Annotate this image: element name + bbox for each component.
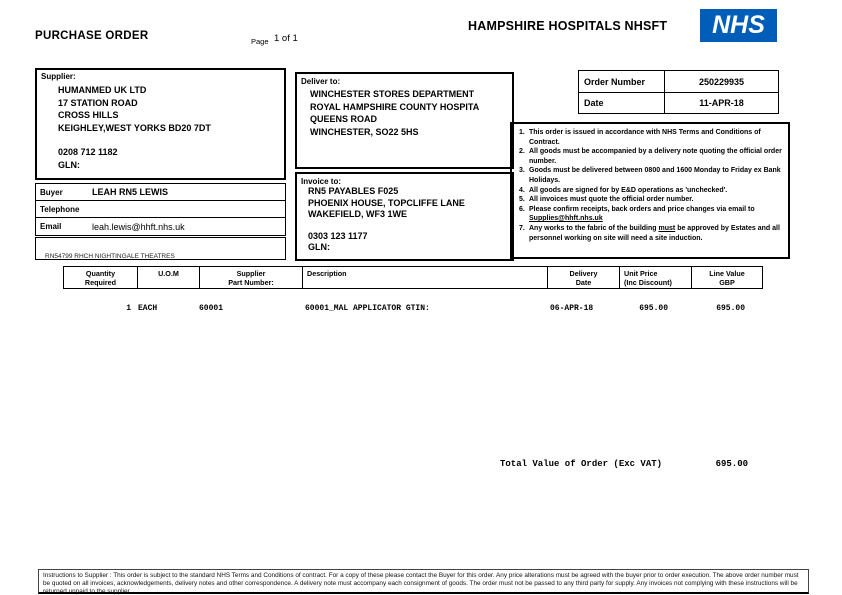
email-value: leah.lewis@hhft.nhs.uk: [92, 221, 185, 232]
row-delivery-date: 06-APR-18: [550, 304, 594, 313]
order-date-label: Date: [579, 93, 665, 113]
total-label: Total Value of Order (Exc VAT): [500, 459, 663, 469]
term-item: 1. This order is issued in accordance with NHS Terms and Conditions of Contract.: [519, 129, 761, 146]
email-row: [36, 218, 285, 235]
col-part-number: Supplier Part Number:: [200, 267, 303, 288]
supplier-phone: 0208 712 1182: [58, 147, 118, 157]
term-item: 5. All invoices must quote the official order number.: [519, 196, 694, 204]
deliver-address-line: WINCHESTER, SO22 5HS: [310, 126, 419, 137]
row-part-number: 60001: [199, 304, 224, 313]
deliver-address-line: WINCHESTER STORES DEPARTMENT: [310, 89, 475, 99]
supplier-address-line: 17 STATION ROAD: [58, 97, 138, 108]
supplies-email-link: Supplies@hhft.nhs.uk: [529, 215, 603, 223]
row-quantity: 1: [126, 304, 131, 313]
col-quantity: Quantity Required: [64, 267, 138, 288]
invoice-gln-label: GLN:: [308, 242, 330, 252]
invoice-to-box: [295, 172, 514, 261]
deliver-to-box: [295, 72, 514, 169]
buyer-table: [35, 183, 286, 236]
order-info-table: [578, 70, 779, 114]
col-delivery-date: Delivery Date: [548, 267, 620, 288]
row-uom: EACH: [138, 304, 158, 313]
supplier-address-line: KEIGHLEY,WEST YORKS BD20 7DT: [58, 122, 211, 133]
invoice-address-line: WAKEFIELD, WF3 1WE: [308, 209, 407, 219]
deliver-to-label: Deliver to:: [301, 77, 341, 86]
invoice-address-line: RN5 PAYABLES F025: [308, 186, 399, 196]
instructions-box: [38, 569, 809, 594]
nhs-logo: NHS: [700, 9, 777, 42]
col-line-value: Line Value GBP: [709, 269, 745, 287]
row-description: 60001_MAL APPLICATOR GTIN:: [305, 304, 430, 313]
col-unit-price: Unit Price (Inc Discount): [620, 267, 692, 288]
telephone-label: Telephone: [40, 204, 80, 214]
supplier-address-line: CROSS HILLS: [58, 110, 119, 120]
cost-centre-box: [35, 237, 286, 260]
order-number-value: 250229935: [698, 76, 745, 87]
page-count-label: Page: [251, 37, 269, 46]
term-item: 3. Goods must be delivered between 0800 and 1600 Monday to Friday ex Bank Holidays.: [519, 167, 781, 184]
total-value: 695.00: [715, 459, 748, 469]
term-item: 7. Any works to the fabric of the building must be approved by Estates and all personnel working on site will need a site induction.: [519, 224, 780, 242]
order-number-label: Order Number: [579, 71, 665, 92]
invoice-to-label: Invoice to:: [301, 177, 342, 186]
email-label: Email: [40, 222, 62, 231]
telephone-row: [36, 201, 285, 218]
page-count-value: 1 of 1: [274, 33, 298, 44]
page-title: PURCHASE ORDER: [35, 30, 149, 42]
supplier-gln-label: GLN:: [58, 159, 80, 170]
order-number-row: [579, 71, 778, 92]
trust-name: HAMPSHIRE HOSPITALS NHSFT: [468, 19, 668, 33]
line-table-header: [63, 266, 763, 289]
row-unit-price: 695.00: [639, 304, 668, 313]
order-date-row: [579, 92, 778, 113]
deliver-address-line: ROYAL HAMPSHIRE COUNTY HOSPITA: [310, 101, 480, 112]
term-item: 6. Please confirm receipts, back orders and price changes via email to Supplies@hhft.nhs.uk: [519, 205, 755, 223]
supplier-name: HUMANMED UK LTD: [58, 85, 147, 95]
term-item: 2. All goods must be accompanied by a delivery note quoting the official order number.: [519, 148, 782, 165]
col-description: Description: [303, 267, 548, 288]
buyer-label: Buyer: [40, 187, 63, 197]
invoice-phone: 0303 123 1177: [308, 230, 368, 241]
supplier-box: [35, 68, 286, 180]
term-item: 4. All goods are signed for by E&D operations as 'unchecked'.: [519, 186, 728, 194]
instructions-text: Instructions to Supplier : This order is subject to the standard NHS Terms and Conditions of contract. For a copy of these please contact the Buyer for this order. Any price alterations must be agreed with the buyer prior to order execution. The above order number must be quoted on all invoices, acknowledgements, delivery notes and other correspondence. A delivery note must accompany each consignment of goods. The order must not be passed to any third party for supply. Any invoices not complying with these instructions will be returned unpaid to the supplier.: [43, 572, 799, 595]
row-line-value: 695.00: [716, 304, 745, 313]
invoice-address-line: PHOENIX HOUSE, TOPCLIFFE LANE: [308, 197, 465, 208]
col-uom: U.O.M: [138, 267, 200, 288]
buyer-value: LEAH RN5 LEWIS: [92, 187, 169, 197]
supplier-label: Supplier:: [41, 72, 76, 81]
cost-centre-text: RN54799 RHCH NIGHTINGALE THEATRES: [45, 253, 175, 260]
buyer-row: [36, 184, 285, 201]
deliver-address-line: QUEENS ROAD: [310, 114, 378, 124]
terms-box: [510, 122, 790, 259]
order-date-value: 11-APR-18: [699, 98, 744, 108]
